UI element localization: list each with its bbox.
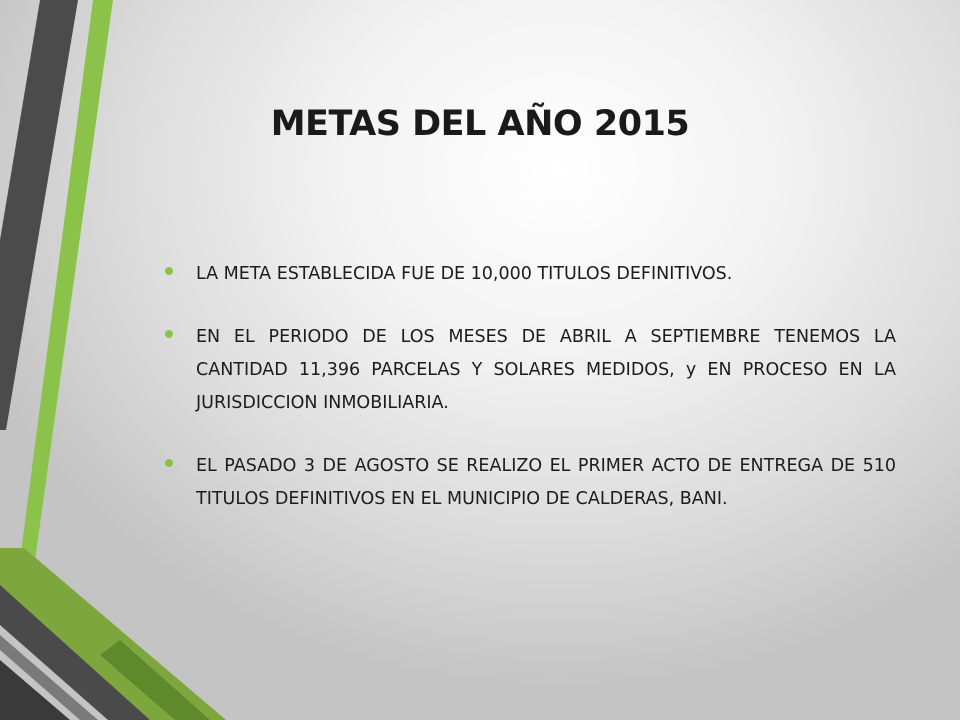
bullet-list (160, 258, 896, 516)
bullet-dot-icon (165, 459, 173, 467)
bullet-dot-icon (165, 330, 173, 338)
slide-title: METAS DEL AÑO 2015 (270, 104, 690, 144)
bullet-text: LA META ESTABLECIDA FUE DE 10,000 TITULOS DEFINITIVOS. (196, 264, 733, 284)
bullet-item (160, 321, 896, 420)
bullet-item (160, 258, 896, 291)
bullet-text: EN EL PERIODO DE LOS MESES DE ABRIL A SEPTIEMBRE TENEMOS LA CANTIDAD 11,396 PARCELAS Y SOLARES MEDIDOS, y EN PROCESO EN LA JURISDICCION INMOBILIARIA. (196, 327, 896, 413)
bullet-dot-icon (165, 267, 173, 275)
bullet-text: EL PASADO 3 DE AGOSTO SE REALIZO EL PRIMER ACTO DE ENTREGA DE 510 TITULOS DEFINITIVOS EN EL MUNICIPIO DE CALDERAS, BANI. (196, 456, 896, 509)
bullet-item (160, 450, 896, 516)
